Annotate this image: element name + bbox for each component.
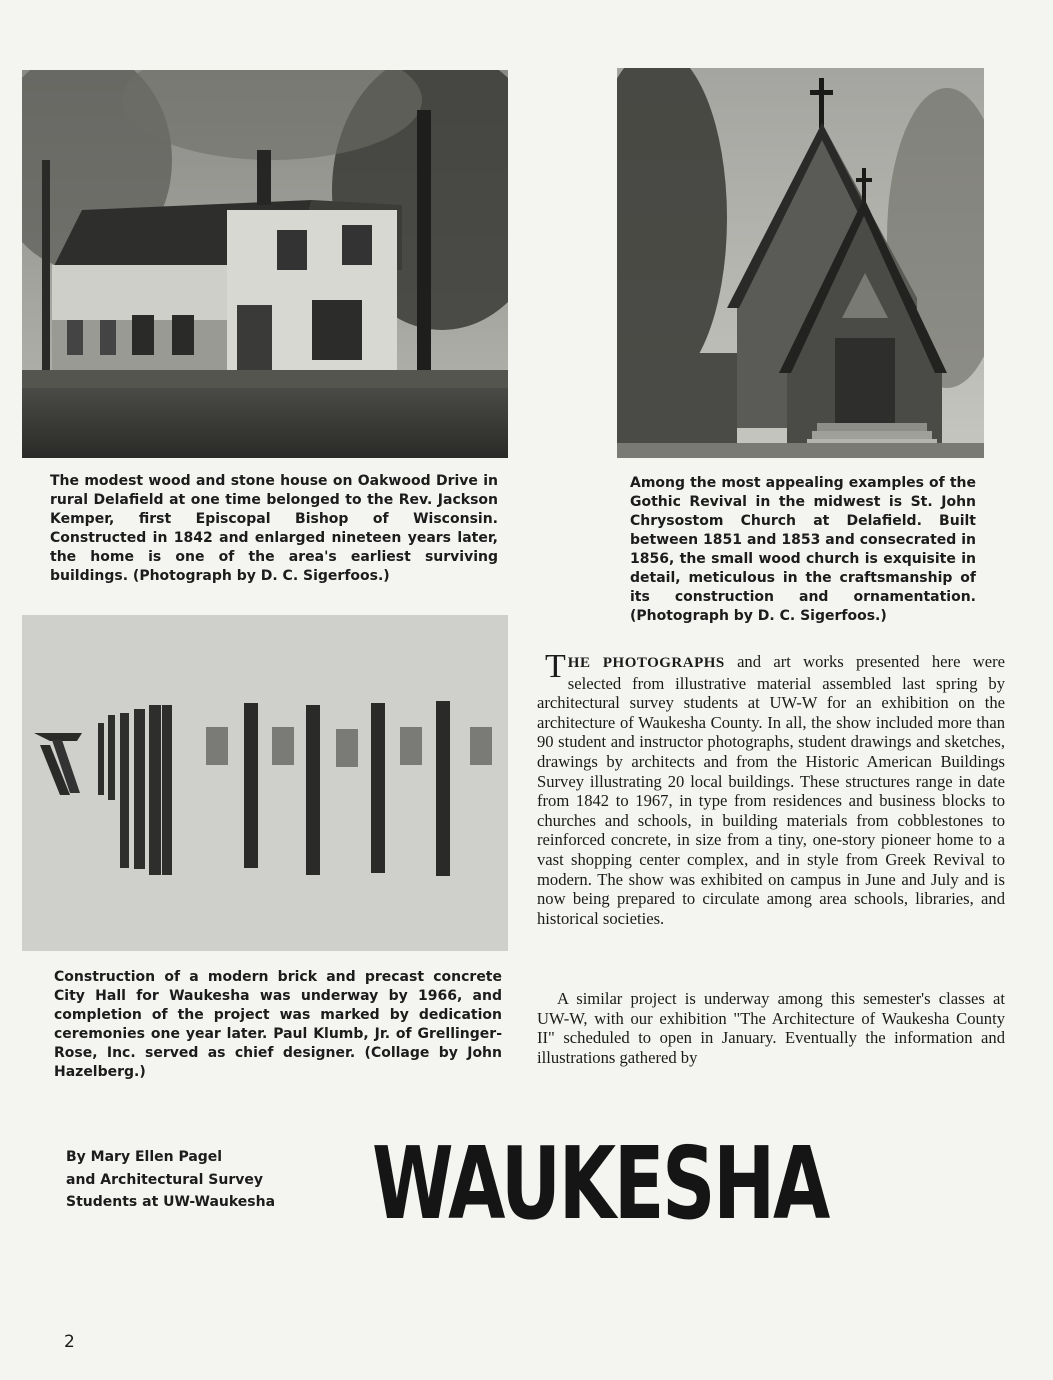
article-paragraph-2 [537,989,1005,1067]
article-title: WAUKESHA [372,1125,829,1242]
church-caption: Among the most appealing examples of the Gothic Revival in the midwest is St. John Chrysostom Church at Delafield. Built between 1851 and 1853 and consecrated in 1856, the small wood church is exquisite in detail, meticulous in the craftsmanship of its construction and ornamentation. (Photograph by D. C. Sigerfoos.) [630,475,976,624]
byline-line-2: and Architectural Survey [66,1171,263,1188]
byline-line-1: By Mary Ellen Pagel [66,1149,223,1165]
page-number: 2 [64,1332,75,1352]
article-paragraph-1 [537,648,1005,928]
drop-cap: T [545,648,566,685]
house-photo [22,70,508,458]
church-photo [617,68,984,458]
lead-in: HE PHOTOGRAPHS [567,655,725,671]
paragraph-1-text: and art works presented here were selected from illustrative material assembled last spring by architectural survey students at UW-W for an exhibition on the architecture of Waukesha County. In all, the show included more than 90 student and instructor photographs, student drawings and sketches, drawings by architects and from the Historic American Buildings Survey illustrating 20 local buildings. These structures range in date from 1842 to 1967, in type from residences and business blocks to churches and schools, in building materials from cobblestones to reinforced concrete, in size from a tiny, one-story pioneer home to a vast shopping center complex, and in style from Greek Revival to modern. The show was exhibited on campus in June and July and is now being prepared to circulate among area schools, libraries, and historical societies. [537,652,1005,928]
paragraph-2-text: A similar project is underway among this semester's classes at UW-W, with our exhibition "The Architecture of Waukesha County II" scheduled to open in January. Eventually the information and illustrations gathered by [537,989,1005,1067]
byline-line-3: Students at UW-Waukesha [66,1194,276,1210]
city-hall-collage [22,615,508,951]
collage-caption: Construction of a modern brick and precast concrete City Hall for Waukesha was underway by 1966, and completion of the project was marked by dedication ceremonies one year later. Paul Klumb, Jr. of Grellinger-Rose, Inc. served as chief designer. (Collage by John Hazelberg.) [54,969,502,1080]
house-caption: The modest wood and stone house on Oakwood Drive in rural Delafield at one time belonged to the Rev. Jackson Kemper, first Episcopal Bishop of Wisconsin. Constructed in 1842 and enlarged nineteen years later, the home is one of the area's earliest surviving buildings. (Photograph by D. C. Sigerfoos.) [50,473,498,584]
byline [66,1146,275,1214]
